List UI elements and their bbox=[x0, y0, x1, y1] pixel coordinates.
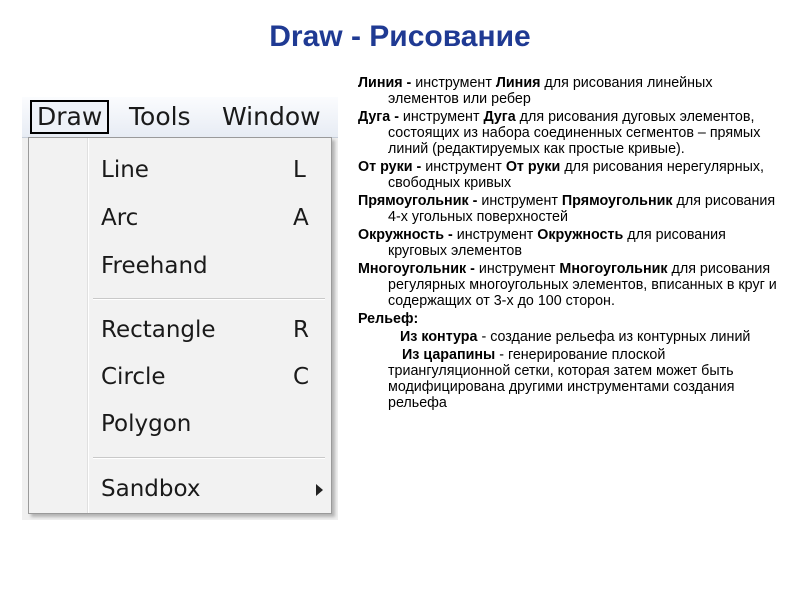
description-text: для рисования дуговых элементов, состоящих из набора соединенных сегментов – прямых линий (редактируемых как простые кривые). bbox=[388, 109, 761, 157]
menu-item-shortcut: L bbox=[293, 157, 306, 183]
description-line bbox=[358, 75, 778, 107]
menu-item-label: Line bbox=[101, 157, 149, 183]
description-tool: Прямоугольник bbox=[561, 193, 673, 209]
relief-from-scratch bbox=[358, 347, 778, 411]
description-text: для рисования круговых элементов bbox=[388, 227, 726, 259]
menu-item-label: Arc bbox=[101, 205, 139, 231]
description-text: инструмент bbox=[474, 261, 560, 277]
relief-term: Из царапины bbox=[402, 347, 496, 363]
description-tool: Окружность bbox=[537, 227, 624, 243]
description-term: Многоугольник - bbox=[358, 261, 475, 277]
menu-item-circle[interactable] bbox=[29, 360, 331, 400]
menu-tools[interactable]: Tools bbox=[129, 102, 191, 131]
menu-bar bbox=[22, 97, 338, 138]
chevron-right-icon bbox=[316, 484, 323, 496]
page-title: Draw - Рисование bbox=[269, 20, 531, 53]
description-text: инструмент bbox=[421, 159, 506, 175]
description-text: инструмент bbox=[411, 75, 496, 91]
menu-screenshot bbox=[22, 97, 338, 520]
description-text: для рисования линейных элементов или ребер bbox=[388, 75, 713, 107]
relief-from-contour bbox=[358, 329, 778, 345]
menu-window[interactable]: Window bbox=[222, 102, 321, 131]
menu-draw[interactable]: Draw bbox=[30, 100, 109, 134]
description-text: для рисования 4-х угольных поверхностей bbox=[388, 193, 776, 225]
menu-item-shortcut: A bbox=[293, 205, 309, 231]
menu-item-shortcut: C bbox=[293, 364, 310, 390]
menu-item-label: Rectangle bbox=[101, 317, 216, 343]
relief-heading bbox=[358, 311, 778, 327]
description-rectangle bbox=[358, 193, 778, 225]
description-freehand bbox=[358, 159, 778, 191]
description-text: для рисования регулярных многоугольных элементов, вписанных в круг и содержащих от 3-х до 100 сторон. bbox=[388, 261, 777, 309]
relief-term: Из контура bbox=[400, 329, 478, 345]
description-term: Окружность - bbox=[358, 227, 453, 243]
menu-item-sandbox[interactable] bbox=[29, 472, 331, 512]
description-arc bbox=[358, 109, 778, 157]
menu-item-freehand[interactable] bbox=[29, 249, 331, 289]
description-term: Линия - bbox=[358, 75, 412, 91]
menu-item-polygon[interactable] bbox=[29, 407, 331, 447]
menu-separator bbox=[93, 457, 325, 459]
tool-descriptions bbox=[358, 75, 778, 413]
description-term: Дуга - bbox=[358, 109, 399, 125]
relief-text: - генерирование плоской триангуляционной сетки, которая затем может быть модифицирована другими инструментами создания рельефа bbox=[388, 347, 735, 411]
description-text: инструмент bbox=[398, 109, 484, 125]
description-tool: От руки bbox=[505, 159, 561, 175]
menu-item-label: Circle bbox=[101, 364, 166, 390]
description-term: Прямоугольник - bbox=[358, 193, 478, 209]
menu-item-label: Polygon bbox=[101, 411, 192, 437]
description-tool: Линия bbox=[495, 75, 541, 91]
menu-item-label: Sandbox bbox=[101, 476, 201, 502]
description-circle bbox=[358, 227, 778, 259]
menu-item-shortcut: R bbox=[293, 317, 309, 343]
description-tool: Дуга bbox=[483, 109, 516, 125]
menu-item-line[interactable] bbox=[29, 153, 331, 193]
menu-item-arc[interactable] bbox=[29, 201, 331, 241]
description-polygon bbox=[358, 261, 778, 309]
relief-text: - создание рельефа из контурных линий bbox=[477, 329, 751, 345]
description-text: для рисования нерегулярных, свободных кривых bbox=[388, 159, 765, 191]
draw-dropdown-menu bbox=[28, 137, 332, 514]
description-tool: Многоугольник bbox=[559, 261, 668, 277]
description-term: От руки - bbox=[358, 159, 422, 175]
menu-item-rectangle[interactable] bbox=[29, 313, 331, 353]
menu-item-label: Freehand bbox=[101, 253, 208, 279]
description-text: инструмент bbox=[452, 227, 538, 243]
menu-separator bbox=[93, 298, 325, 300]
description-text: инструмент bbox=[477, 193, 562, 209]
relief-heading-text: Рельеф: bbox=[358, 311, 419, 327]
